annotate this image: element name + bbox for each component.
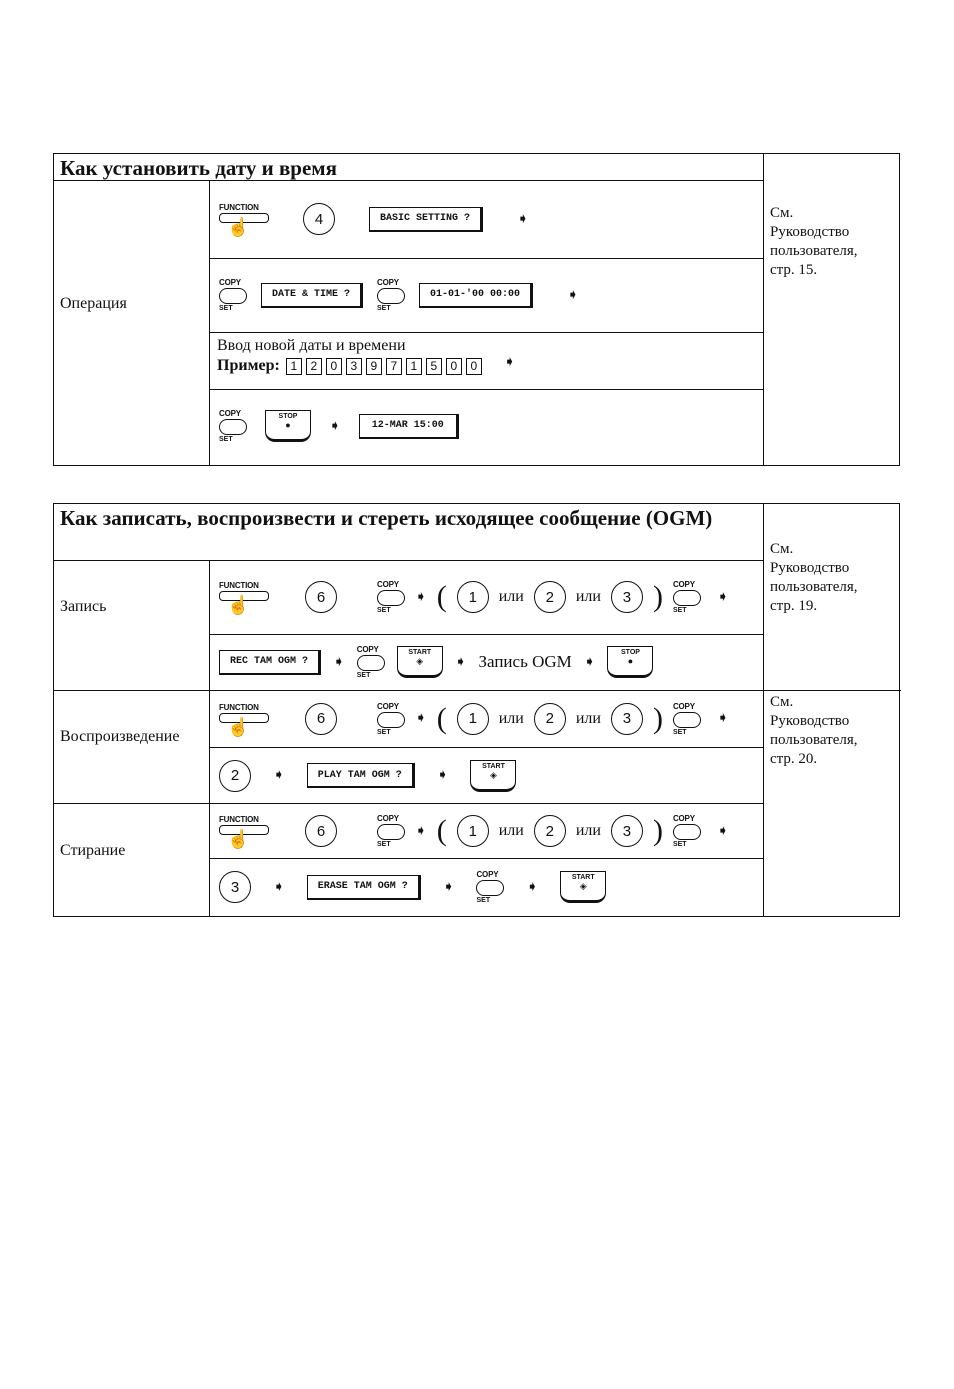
step-row [209,690,763,747]
example-digit-key: 1 [406,358,422,375]
set-bar [357,655,385,671]
stop-icon: ● [627,656,634,666]
arrow-right-icon: ➧ [583,654,596,670]
example-digit-key: 3 [346,358,362,375]
step-row [209,560,763,634]
set-bar [377,824,405,840]
lcd-display: PLAY TAM OGM ? [307,763,415,788]
copy-set-button[interactable] [377,814,405,848]
set-bar [476,880,504,896]
function-button[interactable] [219,815,269,847]
key-2-button[interactable]: 2 [219,760,251,792]
copy-set-button[interactable] [377,278,405,312]
set-bar [377,288,405,304]
row-label-erase: Стирание [60,842,126,859]
date-time-table [53,153,900,466]
example-digit-key: 0 [326,358,342,375]
or-text: или [575,822,601,839]
stop-button[interactable] [265,410,311,442]
close-paren: ) [652,580,663,613]
key-6-button[interactable]: 6 [305,581,337,613]
stop-button[interactable] [607,646,653,678]
ogm-steps [209,560,763,916]
record-ogm-text: Запись OGM [478,652,572,671]
set-bar [219,288,247,304]
copy-caption: COPY [377,580,399,589]
arrow-right-icon: ➧ [329,418,341,434]
key-4-button[interactable]: 4 [303,203,335,235]
arrow-right-icon: ➧ [415,711,427,726]
arrow-right-icon: ➧ [436,768,449,783]
hand-press-icon: ☝ [227,595,250,615]
copy-caption: COPY [356,645,379,654]
start-icon: ◈ [579,881,587,891]
step-row [209,634,763,690]
section-title: Как установить дату и время [60,156,337,180]
divider [763,504,764,916]
arrow-right-icon: ➧ [415,589,427,605]
start-icon: ◈ [490,769,497,780]
example-digit-key: 5 [426,358,442,375]
ogm-table [53,503,900,917]
set-caption: SET [377,841,391,848]
start-caption: START [482,762,505,770]
copy-caption: COPY [377,701,399,711]
manual-reference: См. Руководство пользователя, стр. 15. [770,205,858,278]
close-paren: ) [652,701,663,735]
row-label-operation: Операция [60,295,127,312]
arrow-right-icon: ➧ [517,211,529,227]
arrow-right-icon: ➧ [273,879,285,895]
divider [209,332,763,333]
or-text: или [575,709,601,727]
key-2-button[interactable]: 2 [534,815,566,847]
lcd-display: REC TAM OGM ? [219,650,321,675]
copy-set-button[interactable] [219,409,247,443]
copy-set-button[interactable] [673,702,701,736]
lcd-display: DATE & TIME ? [261,283,363,308]
copy-set-button[interactable] [476,870,504,904]
open-paren: ( [436,814,447,847]
close-paren: ) [652,814,663,847]
copy-set-button[interactable] [673,814,701,848]
copy-caption: COPY [476,870,499,879]
example-digit-key: 0 [446,358,462,375]
copy-caption: COPY [219,409,241,418]
open-paren: ( [436,701,447,735]
set-caption: SET [356,672,371,679]
set-caption: SET [377,305,391,312]
set-caption: SET [377,728,391,736]
function-caption: FUNCTION [219,815,259,824]
example-digit-key: 9 [366,358,382,375]
hand-press-icon: ☝ [227,716,250,737]
or-text: или [498,709,524,727]
set-bar [673,824,701,840]
start-caption: START [571,874,595,881]
example-digit-key: 2 [306,358,322,375]
arrow-right-icon: ➧ [716,711,729,726]
key-2-button[interactable]: 2 [534,581,566,613]
input-instruction [217,334,757,388]
hand-press-icon: ☝ [227,829,250,849]
copy-set-button[interactable] [357,645,385,679]
copy-caption: COPY [377,814,399,823]
example-digits [286,357,486,375]
key-3-button[interactable]: 3 [611,815,643,847]
manual-reference: См. Руководство пользователя, стр. 19. [770,541,858,614]
step-row [209,258,763,332]
arrow-right-icon: ➧ [716,823,729,839]
operation-steps [209,180,763,463]
key-3-button[interactable]: 3 [611,703,643,735]
copy-set-button[interactable] [673,580,701,614]
row-label-record: Запись [60,598,107,615]
arrow-right-icon: ➧ [567,287,579,303]
function-button[interactable] [219,581,269,613]
hand-press-icon: ☝ [227,217,250,237]
lcd-display: BASIC SETTING ? [369,207,483,232]
set-bar [673,712,701,728]
arrow-right-icon: ➧ [442,879,455,895]
start-caption: START [408,649,432,656]
start-icon: ◈ [416,656,424,666]
key-3-button[interactable]: 3 [611,581,643,613]
divider [763,154,764,465]
set-caption: SET [672,728,687,736]
lcd-display: 12-MAR 15:00 [359,414,459,439]
copy-caption: COPY [672,580,695,589]
set-bar [673,590,701,606]
copy-set-button[interactable] [377,702,405,736]
set-caption: SET [672,841,687,848]
key-1-button[interactable]: 1 [457,703,489,735]
arrow-right-icon: ➧ [454,654,467,670]
copy-set-button[interactable] [377,580,405,614]
example-digit-key: 1 [286,358,302,375]
arrow-right-icon: ➧ [415,823,427,839]
stop-caption: STOP [621,649,640,656]
stop-caption: STOP [278,413,298,420]
set-caption: SET [377,607,391,614]
set-caption: SET [476,897,491,904]
set-bar [219,419,247,435]
example-digit-key: 7 [386,358,402,375]
lcd-display: ERASE TAM OGM ? [307,875,421,900]
arrow-right-icon: ➧ [333,654,345,670]
row-label-play: Воспроизведение [60,728,180,745]
example-line [217,354,516,375]
arrow-right-icon: ➧ [273,768,285,783]
function-button[interactable] [219,203,269,235]
key-6-button[interactable]: 6 [305,703,337,735]
or-text: или [575,588,601,605]
section-title: Как записать, воспроизвести и стереть исходящее сообщение (OGM) [60,506,713,530]
manual-reference: См. Руководство пользователя, стр. 20. [770,694,858,767]
copy-set-button[interactable] [219,278,247,312]
key-1-button[interactable]: 1 [457,581,489,613]
start-button[interactable] [560,871,606,903]
copy-caption: COPY [219,278,241,287]
lcd-display: 01-01-'00 00:00 [419,283,533,308]
key-2-button[interactable]: 2 [534,703,566,735]
step-row [209,747,763,804]
function-caption: FUNCTION [219,203,259,212]
set-caption: SET [219,436,233,443]
input-text: Ввод новой даты и времени [217,337,406,354]
start-button[interactable] [397,646,443,678]
copy-caption: COPY [377,278,399,287]
set-bar [377,712,405,728]
example-digit-key: 0 [466,358,482,375]
copy-caption: COPY [672,814,695,823]
or-text: или [498,822,524,839]
set-bar [377,590,405,606]
step-row [209,389,763,463]
function-caption: FUNCTION [219,702,259,712]
copy-caption: COPY [672,701,695,711]
arrow-right-icon: ➧ [526,879,539,895]
arrow-right-icon: ➧ [716,589,729,605]
step-row [209,858,763,916]
arrow-right-icon: ➧ [503,354,516,370]
set-caption: SET [219,305,233,312]
set-caption: SET [672,607,687,614]
key-6-button[interactable]: 6 [305,815,337,847]
function-button[interactable] [219,703,269,735]
start-button[interactable] [470,760,516,792]
step-row [209,180,763,258]
stop-icon: ● [285,420,291,430]
step-row [209,804,763,858]
key-1-button[interactable]: 1 [457,815,489,847]
function-caption: FUNCTION [219,581,259,590]
open-paren: ( [436,580,447,613]
key-3-button[interactable]: 3 [219,871,251,903]
example-label: Пример: [217,357,280,374]
or-text: или [498,588,524,605]
